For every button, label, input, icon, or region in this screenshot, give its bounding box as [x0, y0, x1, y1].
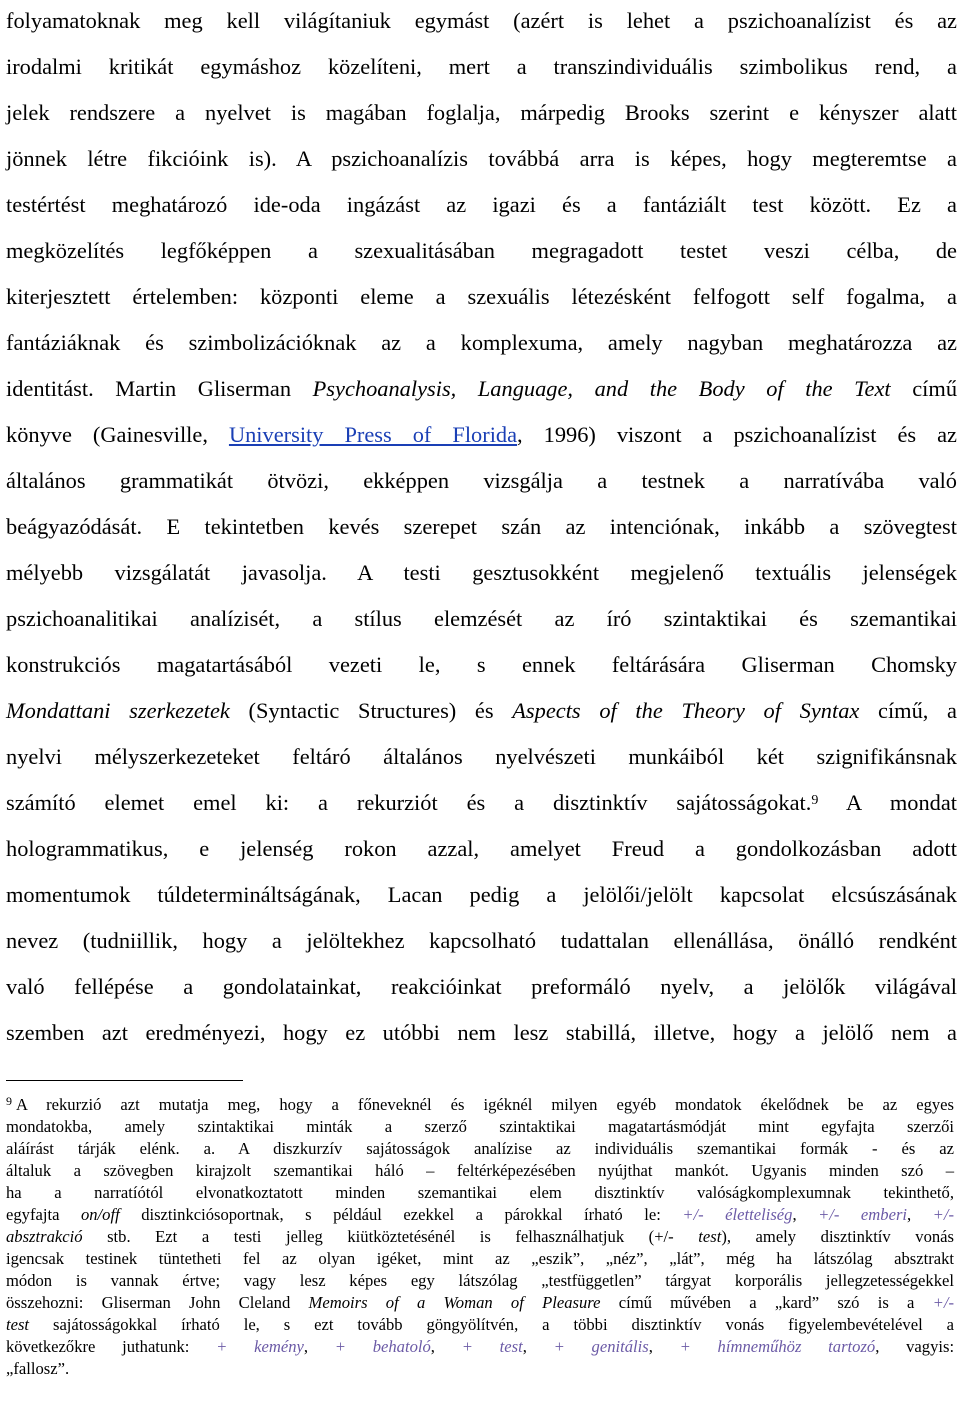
text-line: kiterjesztett értelemben: központi eleme a szexuális létezésként felfogott self fogalma, a [6, 284, 957, 309]
book-title: Memoirs of a Woman of Pleasure [308, 1293, 601, 1312]
text-line: beágyazódását. E tekintetben kevés szerepet szán az intenciónak, inkább a szövegtest [6, 514, 957, 539]
text-segment: könyve (Gainesville, [6, 422, 229, 447]
book-title: Aspects of the Theory of Syntax [512, 698, 860, 723]
text-segment: következőkre juthatunk: [6, 1337, 217, 1356]
term: + genitális [553, 1337, 649, 1356]
text-segment: ), amely disztinktív vonás [721, 1227, 954, 1246]
text-line: pszichoanalitikai analízisét, a stílus elemzését az író szintaktikai és szemantikai [6, 606, 957, 631]
text-segment: stb. Ezt a testi jelleg kiütköztetésénél is felhasználhatjuk (+/- [82, 1227, 699, 1246]
footnote-line [6, 1204, 954, 1226]
footnote-line: mondatokba, amely szintaktikai minták a szerző szintaktikai magatartásmódját mint egyfajta szerzői [6, 1117, 954, 1136]
term: + hímneműhöz tartozó [679, 1337, 876, 1356]
footnote-line [6, 1226, 954, 1248]
text-segment: , vagyis: [875, 1337, 955, 1356]
text-segment: című, a [859, 698, 957, 723]
text-line: megközelítés legfőképpen a szexualitásában megragadott testet veszi célba, de [6, 238, 957, 263]
term: test [698, 1227, 722, 1246]
text-segment: , [648, 1337, 680, 1356]
footnote-reference[interactable]: 9 [811, 793, 819, 808]
text-line: szemben azt eredményezi, hogy ez utóbbi nem lesz stabillá, illetve, hogy a jelölő nem a [6, 1020, 957, 1045]
term: on/off [80, 1205, 120, 1224]
text-line: hologrammatikus, e jelenség rokon azzal, amelyet Freud a gondolkozásban adott [6, 836, 957, 861]
book-title: Psychoanalysis, Language, and the Body of the Text [312, 376, 891, 401]
text-segment: , [522, 1337, 554, 1356]
text-segment: disztinkciósoportnak, s például ezekkel a párokkal írható le: [119, 1205, 683, 1224]
text-line: jönnek létre fikcióink is). A pszichoanalízis továbbá arra is képes, hogy megteremtse a [6, 146, 957, 171]
text-segment: című [890, 376, 958, 401]
text-line [6, 696, 957, 726]
term: +/- emberi [818, 1205, 908, 1224]
footnote-line: általuk a szövegben kirajzolt szemantikai háló – feltérképezésében nyújthat mankót. Ugyanis minden szó – [6, 1161, 954, 1180]
footnote-line: módon is vannak értve; vagy lesz képes egy látszólag „testfüggetlen” tárgyat korporális jellegzetességekkel [6, 1271, 954, 1290]
text-line: mélyebb vizsgálatát javasolja. A testi gesztusokként megjelenő textuális jelenségek [6, 560, 957, 585]
text-line: való fellépése a gondolatainkat, reakcióinkat preformáló nyelv, a jelölők világával [6, 974, 957, 999]
text-segment: című művében a „kard” szó is a [600, 1293, 933, 1312]
text-segment: A rekurzió azt mutatja meg, hogy a főneveknél és igéknél milyen egyéb mondatok ékelődnek be az egyes [16, 1095, 954, 1114]
footnote-separator [6, 1080, 243, 1081]
text-line: általános grammatikát ötvözi, ekképpen vizsgálja a testnek a narratívába való [6, 468, 957, 493]
footnote-line [6, 1094, 954, 1116]
footnote-line [6, 1292, 954, 1314]
text-segment: összehozni: Gliserman John Cleland [6, 1293, 309, 1312]
text-line [6, 374, 957, 404]
text-line: jelek rendszere a nyelvet is magában foglalja, márpedig Brooks szerint e kényszer alatt [6, 100, 957, 125]
term: + kemény [216, 1337, 304, 1356]
footnote-line [6, 1314, 954, 1336]
footnote-line: ha a narratíótól elvonatkoztatott minden szemantikai elem disztinktív valóságkomplexumnak tekinthető, [6, 1183, 954, 1202]
footnote-line: „fallosz”. [6, 1359, 70, 1378]
text-line: nyelvi mélyszerkezeteket feltáró általános nyelvészeti munkáiból két szignifikánsnak [6, 744, 957, 769]
text-line [6, 788, 957, 818]
publisher-link[interactable]: University Press of Florida [228, 422, 518, 447]
term: +/- [932, 1293, 954, 1312]
term: + behatoló [334, 1337, 431, 1356]
footnote-line: aláírást tárják elénk. a. A diszkurzív sajátosságok analízise az individuális szemantikai formák - és az [6, 1139, 954, 1158]
text-line: nevez (tudniillik, hogy a jelöltekhez kapcsolható tudattalan ellenállása, önálló rendként [6, 928, 957, 953]
text-line [6, 420, 957, 450]
term: +/- életteliség [682, 1205, 793, 1224]
term: test [6, 1315, 30, 1334]
text-segment: számító elemet emel ki: a rekurziót és a disztinktív sajátosságokat. [6, 790, 812, 815]
text-segment: identitást. Martin Gliserman [6, 376, 313, 401]
term: absztrakció [6, 1227, 83, 1246]
text-line: irodalmi kritikát egymáshoz közelíteni, mert a transzindividuális szimbolikus rend, a [6, 54, 957, 79]
text-line: testértést meghatározó ide-oda ingázást az igazi és a fantáziált test között. Ez a [6, 192, 957, 217]
term: +/- [932, 1205, 955, 1224]
text-segment: , [792, 1205, 819, 1224]
text-line: folyamatoknak meg kell világítaniuk egymást (azért is lehet a pszichoanalízist és az [6, 8, 957, 33]
footnote-line: igencsak testinek tüntetheti fel az olyan igéket, mint az „eszik”, „néz”, „lát”, még ha látszólag absztrakt [6, 1249, 954, 1268]
text-line: konstrukciós magatartásából vezeti le, s ennek feltárására Gliserman Chomsky [6, 652, 957, 677]
text-segment: , [907, 1205, 933, 1224]
book-title: Mondattani szerkezetek [6, 698, 230, 723]
term: + test [461, 1337, 523, 1356]
text-segment: egyfajta [6, 1205, 81, 1224]
text-segment: (Syntactic Structures) és [229, 698, 513, 723]
text-segment: sajátosságokkal írható le, s ezt tovább göngyölítvén, a többi disztinktív vonás figyelembevételével a [29, 1315, 954, 1334]
text-line: fantáziáknak és szimbolizációknak az a komplexuma, amely nagyban meghatározza az [6, 330, 957, 355]
text-segment: A mondat [818, 790, 957, 815]
text-segment: , [303, 1337, 335, 1356]
text-segment: , 1996) viszont a pszichoanalízist és az [517, 422, 957, 447]
text-line: momentumok túldetermináltságának, Lacan pedig a jelölői/jelölt kapcsolat elcsúszásának [6, 882, 957, 907]
footnote-number: 9 [6, 1094, 12, 1108]
text-segment: , [430, 1337, 462, 1356]
footnote-line [6, 1336, 954, 1358]
